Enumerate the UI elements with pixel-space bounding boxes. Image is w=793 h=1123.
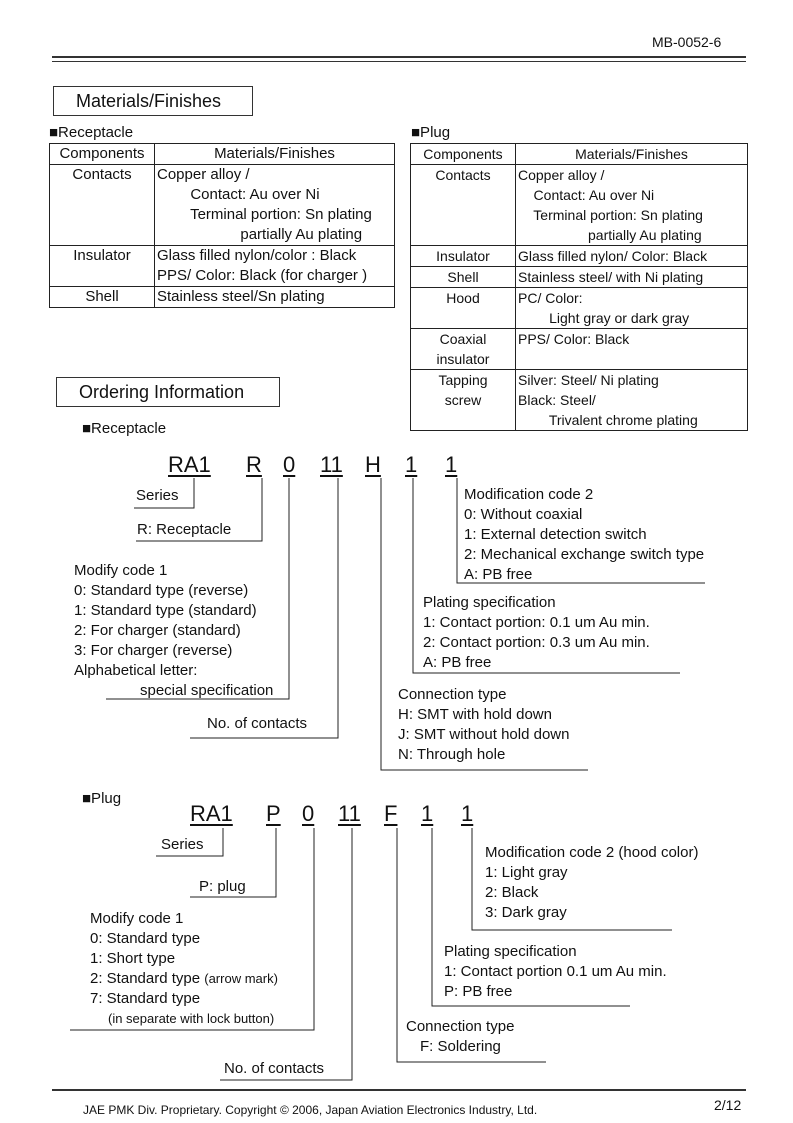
materials-line: Terminal portion: Sn plating — [157, 206, 372, 223]
code-plating: 1 — [421, 801, 434, 826]
leader-plating — [413, 478, 680, 673]
materials-line: Copper alloy / — [157, 166, 250, 183]
modify1-line: special specification — [140, 682, 274, 699]
code-modify1: 0 — [283, 452, 296, 477]
plug-materials-title: ■Plug — [411, 124, 451, 141]
modify1-line: 0: Standard type (reverse) — [74, 582, 249, 599]
component-cell: Insulator — [50, 246, 155, 287]
contacts-label: No. of contacts — [224, 1060, 325, 1077]
plating-line: A: PB free — [423, 654, 492, 671]
leader-plating — [432, 828, 630, 1006]
materials-line: Glass filled nylon/ Color: Black — [518, 248, 708, 264]
connection-line: Connection type — [398, 686, 507, 703]
plug-ordering-title: ■Plug — [82, 790, 122, 807]
materials-line: Contact: Au over Ni — [157, 186, 320, 203]
modify2-line: A: PB free — [464, 566, 533, 583]
modify2-line: 1: External detection switch — [464, 526, 647, 543]
code-modify1: 0 — [302, 801, 315, 826]
leader-modify1 — [70, 828, 314, 1030]
leader-series — [134, 478, 194, 508]
modify1-text: 2: Standard type — [90, 970, 201, 987]
col-components: Components — [411, 144, 516, 165]
contacts-label: No. of contacts — [207, 715, 308, 732]
connection-line: J: SMT without hold down — [398, 726, 570, 743]
page-number: 2/12 — [714, 1097, 742, 1113]
component-cell: Shell — [50, 287, 155, 308]
col-materials: Materials/Finishes — [516, 144, 748, 165]
component-line: Tapping — [438, 372, 488, 388]
modify2-line: 1: Light gray — [485, 864, 568, 881]
materials-line: Contact: Au over Ni — [518, 187, 655, 203]
plating-line: 1: Contact portion 0.1 um Au min. — [444, 963, 667, 980]
leader-type — [190, 828, 276, 897]
code-plating: 1 — [405, 452, 418, 477]
modify1-line: 3: For charger (reverse) — [74, 642, 233, 659]
code-contacts: 11 — [320, 452, 343, 477]
code-series: RA1 — [168, 452, 211, 477]
leader-modify2 — [457, 478, 705, 583]
leader-contacts — [220, 828, 352, 1080]
connection-line: F: Soldering — [420, 1038, 501, 1055]
materials-line: Silver: Steel/ Ni plating — [518, 372, 659, 388]
materials-line: Copper alloy / — [518, 167, 605, 183]
modify1-note: (arrow mark) — [204, 971, 278, 986]
leader-series — [156, 828, 223, 856]
type-label: P: plug — [199, 878, 246, 895]
modify2-line: 3: Dark gray — [485, 904, 567, 921]
materials-line: Stainless steel/Sn plating — [157, 288, 325, 305]
document-number: MB-0052-6 — [652, 34, 722, 50]
materials-line: Light gray or dark gray — [518, 310, 690, 326]
code-modify2: 1 — [461, 801, 474, 826]
plating-line: 2: Contact portion: 0.3 um Au min. — [423, 634, 650, 651]
connection-line: Connection type — [406, 1018, 515, 1035]
type-label: R: Receptacle — [137, 521, 232, 538]
component-line: Coaxial — [439, 331, 487, 347]
copyright-text: JAE PMK Div. Proprietary. Copyright © 2006, Japan Aviation Electronics Industry, Ltd. — [83, 1103, 538, 1117]
modify1-line: 1: Standard type (standard) — [74, 602, 257, 619]
modify1-line: 2: For charger (standard) — [74, 622, 241, 639]
plating-line: 1: Contact portion: 0.1 um Au min. — [423, 614, 650, 631]
materials-line: Glass filled nylon/color : Black — [157, 247, 357, 264]
component-line: Shell — [447, 269, 479, 285]
modify1-line: Alphabetical letter: — [74, 662, 198, 679]
component-line: screw — [444, 392, 482, 408]
code-connection: F — [384, 801, 398, 826]
code-type: R — [246, 452, 262, 477]
code-connection: H — [365, 452, 381, 477]
modify1-line: 0: Standard type — [90, 930, 201, 947]
modify1-line: Modify code 1 — [74, 562, 168, 579]
modify2-line: 2: Black — [485, 884, 539, 901]
code-modify2: 1 — [445, 452, 458, 477]
receptacle-ordering-title: ■Receptacle — [82, 420, 167, 437]
materials-line: Trivalent chrome plating — [518, 412, 698, 428]
materials-line: PPS/ Color: Black — [518, 331, 630, 347]
col-materials: Materials/Finishes — [155, 144, 395, 165]
leader-connection — [381, 478, 588, 770]
modify2-line: Modification code 2 (hood color) — [485, 844, 699, 861]
connection-line: N: Through hole — [398, 746, 506, 763]
component-line: Contacts — [435, 167, 491, 183]
modify2-line: 2: Mechanical exchange switch type — [464, 546, 705, 563]
modify1-line: (in separate with lock button) — [108, 1011, 275, 1026]
plating-line: P: PB free — [444, 983, 513, 1000]
footer-rule — [52, 1089, 746, 1091]
code-type: P — [266, 801, 281, 826]
modify1-line: 7: Standard type — [90, 990, 201, 1007]
materials-line: Black: Steel/ — [518, 392, 596, 408]
materials-line: Stainless steel/ with Ni plating — [518, 269, 704, 285]
leader-type — [136, 478, 262, 541]
col-components: Components — [50, 144, 155, 165]
materials-line: PPS/ Color: Black (for charger ) — [157, 267, 368, 284]
code-series: RA1 — [190, 801, 233, 826]
ordering-heading: Ordering Information — [56, 377, 280, 407]
materials-line: partially Au plating — [157, 226, 363, 243]
connection-line: H: SMT with hold down — [398, 706, 552, 723]
component-line: insulator — [436, 351, 490, 367]
materials-line: Terminal portion: Sn plating — [518, 207, 703, 223]
receptacle-materials-title: ■Receptacle — [49, 124, 134, 141]
modify2-line: Modification code 2 — [464, 486, 594, 503]
plating-line: Plating specification — [423, 594, 556, 611]
series-label: Series — [136, 487, 179, 504]
modify1-line: 1: Short type — [90, 950, 176, 967]
component-line: Insulator — [436, 248, 490, 264]
component-line: Hood — [446, 290, 480, 306]
series-label: Series — [161, 836, 204, 853]
modify2-line: 0: Without coaxial — [464, 506, 583, 523]
materials-heading: Materials/Finishes — [53, 86, 253, 116]
materials-line: PC/ Color: — [518, 290, 583, 306]
leader-modify2 — [472, 828, 672, 930]
modify1-line: Modify code 1 — [90, 910, 184, 927]
component-cell: Contacts — [50, 165, 155, 246]
plating-line: Plating specification — [444, 943, 577, 960]
code-contacts: 11 — [338, 801, 361, 826]
materials-line: partially Au plating — [518, 227, 702, 243]
